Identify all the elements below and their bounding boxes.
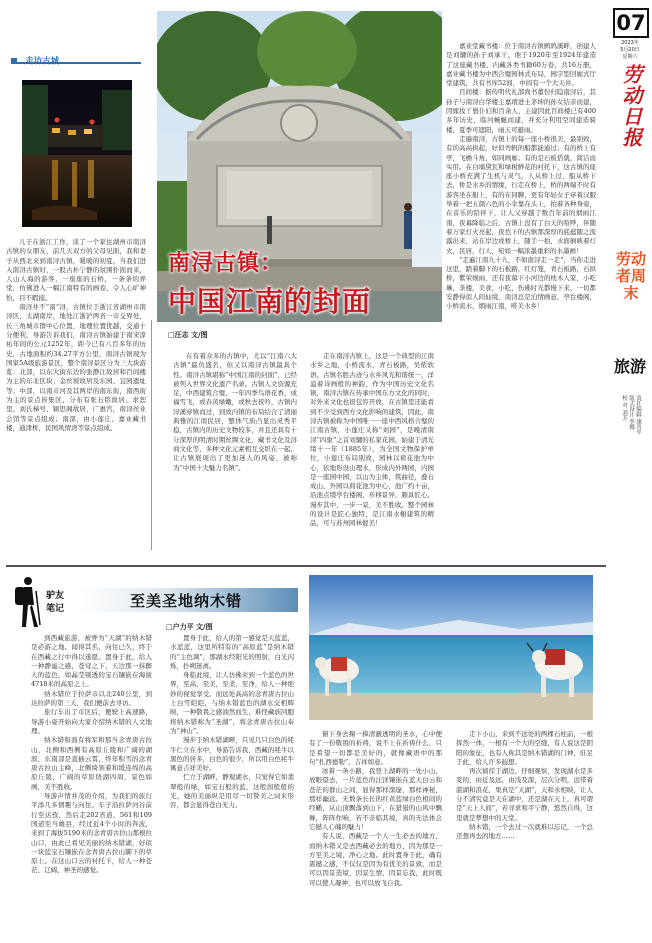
paragraph: 置身于此，给人的第一感觉是天蓝蓝，水蓝蓝，这里所特有的“高原蓝”是纳木错的“主色调”，那湖水经阳光的照射，白光闪烁，扑朔迷离。: [170, 634, 294, 670]
article1-col1: [6, 238, 146, 556]
paragraph: 百间楼：据传明代礼部尚书董份归隐南浔后，其孙子与南浔白华楼主嘉靖进士茅坤的孙女结亲而建，因嫁妆丫鬟仆妇和百余人，主建因此百间楼已有400多年历史，临河蜿蜒而建，并充分利用空间建造骑楼，夏季可遮阳，雨天可避雨。: [446, 88, 596, 134]
paragraph: 纳木错，一个去过一次就难以忘记，一个总还想再去的地方……: [456, 822, 593, 841]
page-number: 07: [613, 8, 649, 38]
paragraph: 走在南浔古镇上，这是一个典型的江南水乡之地，小桥流水，青石板路，吴侬软语，古镇名胜古迹与水乡风光和谐统一，洋溢着诗画般的神韵，作为中国历史文化名镇，南浔古镇在传承中国东方文化的同时，对外来文化也很包容开放，在古镇里还能看到不少受到西方文化影响的建筑，因此，南浔古镇被称为中国唯一一座中西风格合璧的江南古镇，小莲庄又称“刘园”，是晚清南浔“四象”之首刘镛的私家花园，始建于清光绪十一年（1885年），为全国文物保护单位，小莲庄布局别致，园林以荷花池为中心，依地形设山理水，形成内外两园，内园是一座园中园，以山为主体，筑曲径，叠石成山，外园以荷花池为中心，池广约十亩，沿池点缀亭台楼阁，步移景异，颇具匠心，漫步其中，一步一景，美不胜收。整个园林的设计是匠心独特，是江南水榭建筑的精品，可与苏州园林媲美！: [310, 352, 434, 528]
article2-col1: [31, 634, 152, 939]
byline-1: □汪志 文/图: [168, 331, 208, 339]
photo-night-canal: [22, 80, 132, 227]
article2-col2: [170, 634, 294, 939]
paragraph: 在有着众多的古镇中，尤以“江南六大古镇”最负盛名，但又以南浔古镇最具个性。南浔古镇堪称“中国江南的封面”，已经被列入世界文化遗产名录。古镇人文资源充足，中西建筑合璧，一年四季鸟语花香，成福雪飞，或春黄绿嫩，或秋去夜吟，古镇内浔溪穿镇而过，到致内镇的布局结合了清丽典雅的江南民居，整体气质凸显出灵秀平稳，古镇内的历史文物较多，并且还具有十分深厚的明清时期丝绸文化、藏书文化及浔商文化等，多种文化元素相互交织在一起，让古镇展现出了更加迷人的风姿，被称为“中国十大魅力名镇”。: [173, 352, 297, 472]
paragraph: 伫立于湖畔，静观湖水，只觉得它如翡翠般的绿，如宝石般的蓝，这般润般般的光，她的美丽纵是用尽一切赞美之词来形容，都会显得苍白无力。: [170, 773, 294, 810]
paragraph: 走遍南浔，古镇上的每一座小桥很美，最别致，有的高高拱起，好似弯帆的船都能通过；有的桥上有亭，飞檐斗角，如同画廊；有的是石板搭就，简洁而实用。在白墙黛瓦和绿树鲜花的衬托下，这古镇的座座小桥充满了生机与灵气，人从桥上过，船从桥下去，桥是水乡的情缘，行走在桥上，桥的两端不时有游客坐在船上，有的在同聊，更有年轻女子穿着汉服举着一把五颜六色的小伞靠在头上，拍着各种身姿，在音乐的陪伴下，让人又穿越了数百年前的烟雨江南，夜幕降临之后，古镇上没有了白天的喧哗，伴随着万家灯火亮起，夜色下的古镇那深厚的底蕴随之流露出来，站在岸边或桥上，随手一拍，水面倒映着灯火，民居，行人，宛如一幅浓墨重彩的水墨画！: [446, 134, 596, 255]
article2-col3: [309, 730, 442, 939]
paragraph: 旅行车出了市区后，便驶上高速路，导游小姿开始向大家介绍纳木错的人文地理。: [31, 708, 152, 735]
paragraph: 导游声情并茂的介绍，为我们的旅行平添几多情趣与向往。车子沿拉萨河谷前行至达孜，然后走202省道，561和109国道至当雄县，经过近4个小时的奔波，来到了海拔5190米的念青唐古拉山那根拉山口，由此已看见美丽的纳木错湖，好似一块蓝宝石镶嵌在念青唐古拉山脚下的草原上。在这山口云的衬托下，给人一种苍茫、辽阔、神圣的感觉。: [31, 792, 152, 875]
night-canal-image: [22, 80, 132, 227]
headline-line2: 中国江南的封面: [168, 285, 372, 318]
paragraph: 有人说，西藏是一个人一生必去的地方，而纳木错又是去西藏必去的地方，因为那是一方至美之境，净心之地。此时置身于此，确有震撼之感，不仅仅是因为有优美的景致，而是可以因景造境，因景生情，因景忘我，此时既可以使人凝神，也可以放飞自我。: [309, 832, 442, 887]
paragraph: 冰着一条小路，我登上湖畔的一处小山，放眼望去，一片蓝色的汪洋镶嵌在蓝天白云和苍茫的群山之间，显得那样深邃，那样神秘，那样幽远。无数条长长的红黄蓝绿白色相间的经幡，从山顶飘落到山下，在猎猎的山风中飘舞，阵阵作响，若不亲临其境，真的无法体会它撼人心魄的魅力！: [309, 767, 442, 831]
paragraph: 漫步于纳木错湖畔，只见几只白色的牦牛仁立在水中，导游告诉我，西藏的牦牛以黑色的居多，白色的很少，所以用白色牦牛寓意吉祥美好。: [170, 736, 294, 773]
article1-col4: [446, 42, 596, 556]
issue-weekday: 星期六: [622, 54, 638, 60]
column-tag-square-icon: [11, 58, 17, 64]
column-rule: [151, 320, 152, 550]
section-subtitle: 旅游: [613, 357, 646, 376]
paragraph: “走遍江南九十九，不如南浔走一走”，当你走进这里，踏着脚下的石板路，红灯笼，青石板路，石拱桥，紫荣细雨，还有夜幕下小河边的枕木人家，小吃琳，茶楼，美食，小吃，伤佛时光都慢下来，一切都安静得似人间仙境，南浔总是泊情画意，亭台楼阁，小桥流水，烟雨江南，唯美水乡！: [446, 255, 596, 311]
paragraph: 南浔并不“南”浔，古镇位于浙江省湖州市南浔区，太湖南岸，地处江浙沪两省一市交界处，长三角城市群中心位置，地理位置优越，交通十分便利，导游告诉我们，南浔古镇始建于南宋淳祐年间的公元1252年，距今已有八百多年的历史，古地面积约34.27平方公里，南浔古镇现为国家5A级旅游景区，整个南浔景区分为三大块游览：北部，以东大街东边的张静江故居和百间楼为主的东北区块；金丝坡故居及东园、宜园遗址等；中部，以南市河及其两岸的南东街，南西街为主的景点皆集区，分布有张石铭故居、求恕里、刘氏梯号、颖思阁故居，广惠宫，南浔丝业会馆等景点组成；南部，由小莲庄、嘉业藏书楼，通津桥，民国风情湾等景点组成。: [6, 303, 146, 432]
article1-col3: [310, 352, 434, 556]
section-title: 劳动者周末: [615, 250, 646, 302]
issue-date-day: 5月20日: [620, 47, 640, 53]
backpacker-icon: [12, 575, 42, 631]
paragraph: 纳木错和面有将军和那当念青唐古拉山，北侧和西侧有高原丘陵和广阔的湖滨，东南部是直插云霄，终年积雪的念青唐古拉山主峰，北侧绮领着和缓连绵的高原丘陵，广阔的草原绕湖四周，景色如画，美不胜收。: [31, 736, 152, 791]
headline-line1: 南浔古镇：: [168, 251, 284, 276]
article1-col2: [173, 352, 297, 556]
photo-namtso-yaks: [309, 575, 593, 720]
credit-proofreader: 校 对 刘芳: [621, 395, 627, 421]
section-divider: [6, 565, 606, 567]
column-tag-label: 走访古城: [25, 56, 60, 67]
column-tag-2b: 笔记: [46, 604, 65, 614]
headline-2: 至美圣地纳木错: [130, 592, 243, 610]
paragraph: 俯下身去掬一捧清澈透明的圣水，心中便有了一份敬畏的祈祷，说不上在祈祷什么，只是希望一切都是美好的，就像藏语中的那句“扎西德勒”，吉祥如意。: [309, 730, 442, 766]
credit-designer: 版式设计 李娜: [628, 395, 634, 430]
paragraph: 走下小山，来到不远处的两棵石柱前，一根挥然一体，一根有一个大的空缝，有人说这是阴阳的象征，也有人称其是纳木错湖的门神，驻足于此，给人许多遐想。: [456, 730, 593, 766]
paragraph: 纳木错位于拉萨市以北240公里，到达拉萨的第三天，我们便前去寻访。: [31, 689, 152, 708]
paragraph: 再次徜徉于湖边，仔细观察，发现湖水是多变的，由近及远，由浅及深，层次分明，远带着湛湖和浪花，果真是“天湖”，天和水相映，让人分不清究竟是天在湖中，还是湖在天上，真可谓是“天上人间”，若寻求和平宁静，悠然自得，这里就是梦想中的天堂。: [456, 767, 593, 822]
paragraph: 儿子在浙江工作，谈了一个家住湖州市南浔古镇的女朋友，前几天双方的父母见面，我和妻子从西北来到南浔古镇，暖暖的初夏，当我们进入南浔古镇时，一股古朴宁静的氛围扑面而来，人山人海的游客，一座座的石桥，一条条的弄堂，仿佛进入一幅江南特有的画卷，令人心旷神怡，目不暇接。: [6, 238, 146, 302]
paragraph: 到西藏旅游，被誉为“天湖”的纳木错是必游之地。闻得其名，向往已久，终于在西藏之行中得以遂愿。置身于此，给人一种静谧之感，苍穹之下，天边那一抹醉人的蓝色，如晶莹剔透的宝石镶嵌在海拔4718米的高原之上。: [31, 634, 152, 689]
byline-2: □户力平 文/图: [166, 623, 213, 631]
paragraph: 嘉业堂藏书楼：位于南浔古镇鹧鸪溪畔，创建人是刘镛的孙子刘承干，他于1920年至1924年建造了这座藏书楼，内藏各类书籍60万卷，共16万册，嘉业藏书楼为中西合璧园林式布局，园字型回廊式厅堂建筑，共有书库52间，中间有一个大天井。: [446, 42, 596, 88]
credits: [620, 395, 641, 460]
credit-editor: 责任编辑 康晋平: [635, 395, 641, 436]
paragraph: 身临此境，让人仿佛来到一个蓝色的世界，至高，至美，至柔，至净，给人一种绝妙的视觉享受。而远处高高的念青唐古拉山上白雪皑皑，与纳木错蓝色的湖水交相辉映，一种敬畏之感油然而生，难怪藏族同胞将纳木错称为“圣湖”，将念青唐古拉山奉为“神山”。: [170, 671, 294, 735]
column-tag-2a: 驴友: [46, 591, 65, 601]
paper-name-logo: 劳动日报: [619, 64, 643, 148]
namtso-yaks-image: [309, 575, 593, 720]
issue-date: 2023年: [621, 40, 639, 46]
column-tag: [11, 50, 141, 67]
article2-col4: [456, 730, 593, 939]
